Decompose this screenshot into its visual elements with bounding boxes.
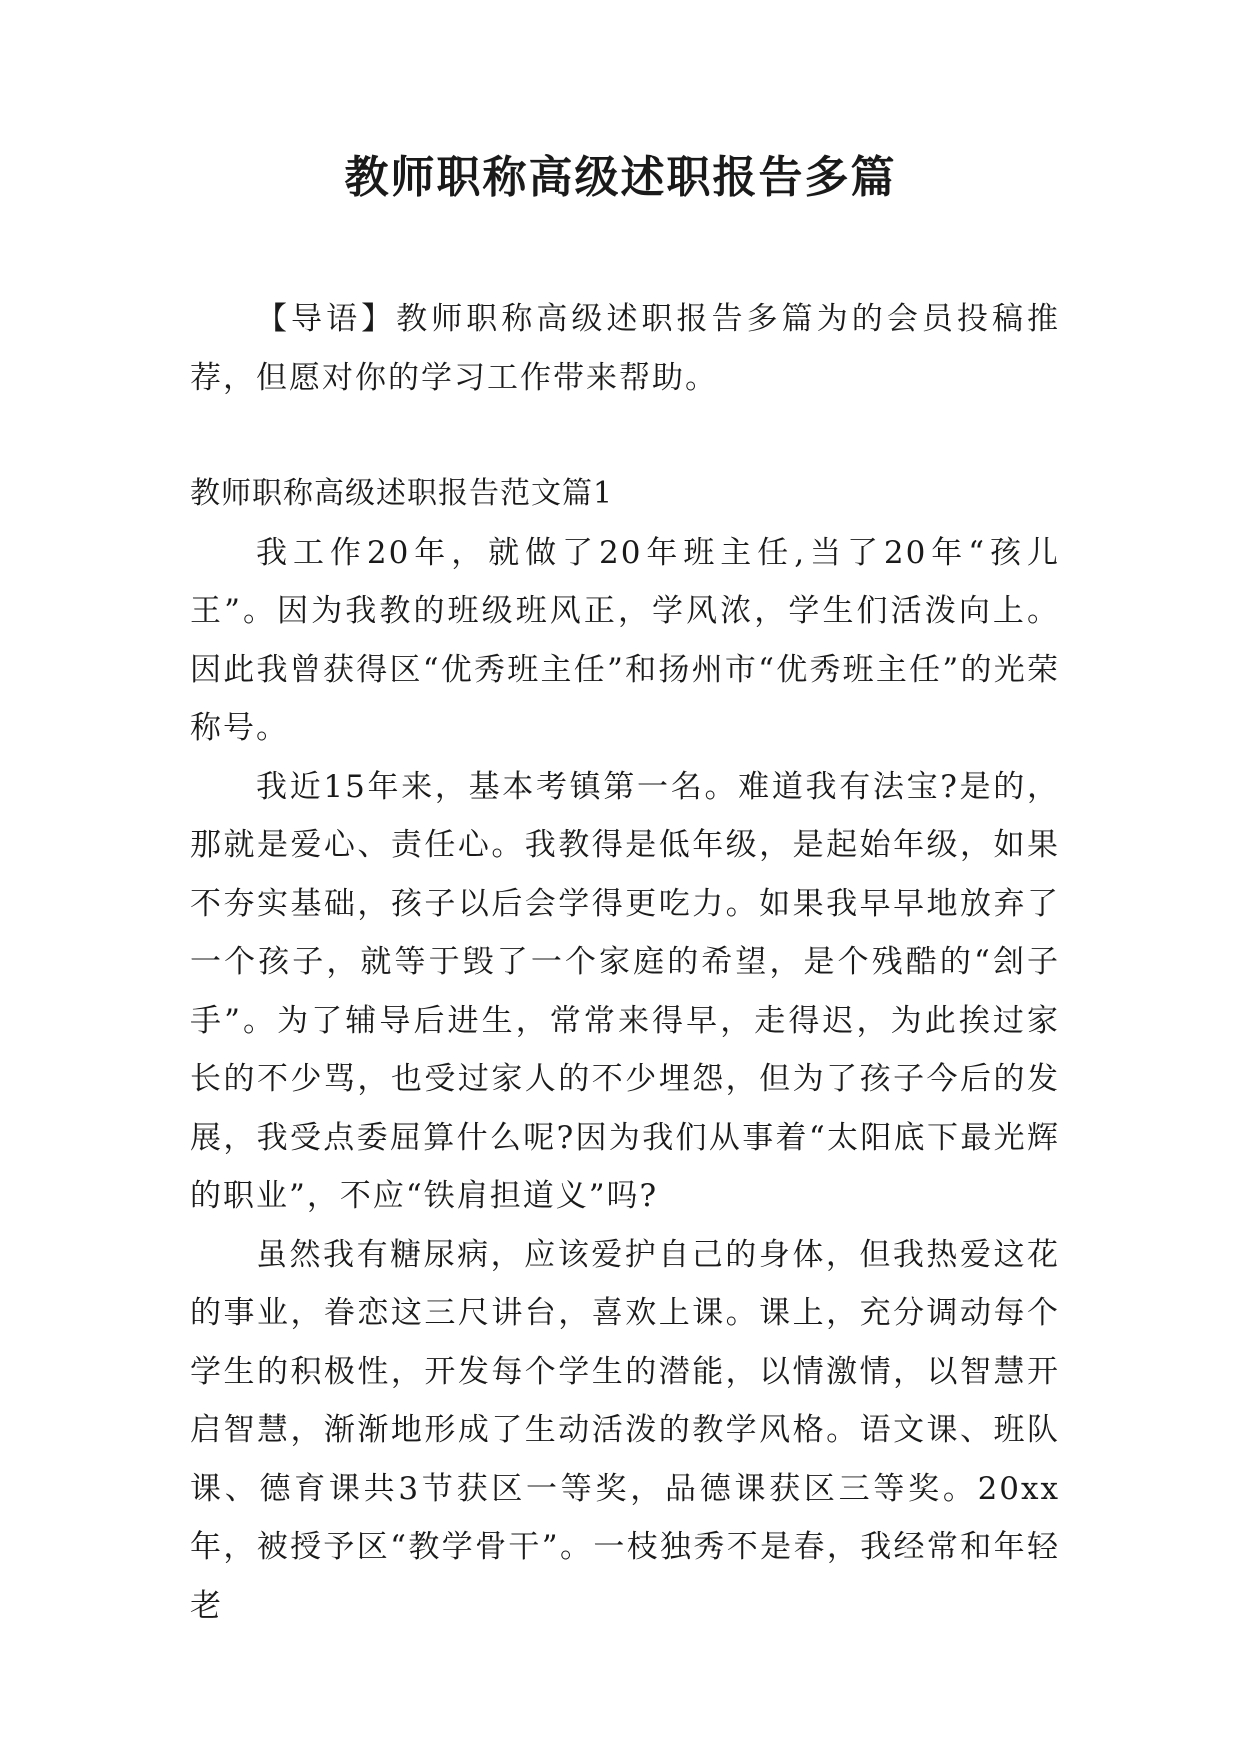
body-paragraph-1: 我工作20年，就做了20年班主任,当了20年“孩儿王”。因为我教的班级班风正，学风浓，学生们活泼向上。因此我曾获得区“优秀班主任”和扬州市“优秀班主任”的光荣称号。 (190, 534, 1060, 746)
body-paragraph-2: 我近15年来，基本考镇第一名。难道我有法宝?是的，那就是爱心、责任心。我教得是低年级，是起始年级，如果不夯实基础，孩子以后会学得更吃力。如果我早早地放弃了一个孩子，就等于毁了一个家庭的希望，是个残酷的“刽子手”。为了辅导后进生，常常来得早，走得迟，为此挨过家长的不少骂，也受过家人的不少埋怨，但为了孩子今后的发展，我受点委屈算什么呢?因为我们从事着“太阳底下最光辉的职业”，不应“铁肩担道义”吗? (190, 768, 1060, 1214)
intro-paragraph: 【导语】教师职称高级述职报告多篇为的会员投稿推荐，但愿对你的学习工作带来帮助。 (190, 301, 1060, 396)
document-title: 教师职称高级述职报告多篇 (344, 152, 897, 203)
body-paragraph-3: 虽然我有糖尿病，应该爱护自己的身体，但我热爱这花的事业，眷恋这三尺讲台，喜欢上课。课上，充分调动每个学生的积极性，开发每个学生的潜能，以情激情，以智慧开启智慧，渐渐地形成了生动活泼的教学风格。语文课、班队课、德育课共3节获区一等奖，品德课获区三等奖。20xx年，被授予区“教学骨干”。一枝独秀不是春，我经常和年轻老 (190, 1236, 1060, 1624)
section-heading: 教师职称高级述职报告范文篇1 (190, 476, 614, 511)
document-body (190, 290, 1060, 1635)
